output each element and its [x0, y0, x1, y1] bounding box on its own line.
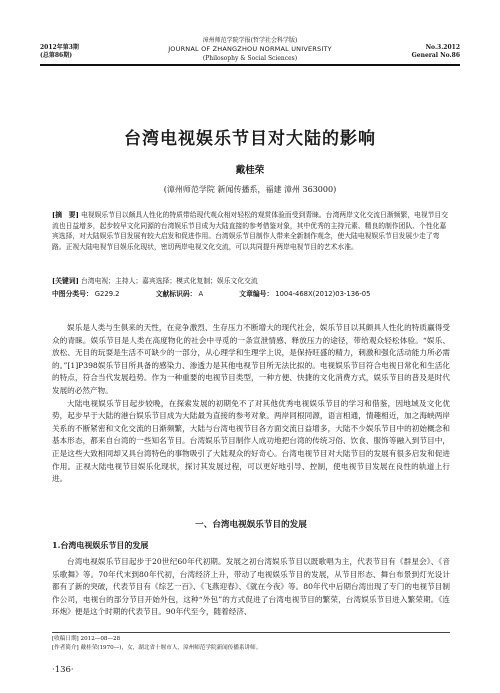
abstract: [52, 210, 450, 252]
clc-label: 中图分类号：: [52, 290, 93, 298]
journal-name-cn: 漳州师范学院学报(哲学社会科学版): [202, 37, 298, 44]
issue-number-en: No.3.2012: [425, 44, 460, 51]
keywords: [52, 276, 450, 286]
page-number: ·136·: [52, 665, 74, 675]
author-affiliation: (漳州师范学院 新闻传播系，福建 漳州 363000): [163, 185, 337, 194]
issue-total-en: General No.86: [411, 52, 460, 59]
doc-code-value: A: [198, 290, 204, 298]
footnotes: [52, 635, 450, 652]
issue-number: 2012年第3期: [40, 44, 79, 51]
issue-info-en: [412, 44, 460, 60]
article-title: 台湾电视娱乐节目对大陆的影响: [124, 129, 376, 149]
subsection-heading: 1.台湾电视娱乐节目的发展: [52, 540, 149, 550]
footnote-author: [作者简介] 戴桂荣(1970—)，女，湖北省十堰市人，漳州师范学院新闻传播系讲师。: [52, 644, 262, 651]
footnote-received: [收稿日期] 2012—08—28: [52, 636, 121, 642]
body-paragraph: 大陆电视娱乐节目起步较晚，在探索发展的初期免不了对其他优秀电视娱乐节目的学习和借鉴，因地域及文化优势，起步早于大陆的港台娱乐节目成为大陆最为直接的参考对象。两岸同根同源，语言相通，情趣相近，加之海峡两岸关系的不断紧密和文化交流的日渐频繁，大陆与台湾电视节目各方面交流日益增多，大陆不少娱乐节目中的初始概念和基本形态，都来自台湾的一些知名节目。台湾娱乐节目制作人成功地把台湾的传统习俗、饮食、服饰等融入到节目中，正是这些大致相同却又具台湾特色的事物吸引了大陆观众的好奇心。台湾电视节目对大陆节目的发展有很多启发和促进作用。正视大陆电视节目娱乐化现状，探讨其发展过程，可以更好地引导、控制，使电视节目发展在良性的轨道上行进。: [52, 398, 450, 484]
journal-subtitle: (Philosophy & Social Sciences): [202, 55, 298, 62]
footnote-divider: [52, 632, 450, 633]
section-body: [52, 556, 450, 619]
keywords-label: [关键词]: [52, 277, 79, 285]
article-id-value: 1004-468X(2012)03-136-05: [275, 290, 371, 298]
classification-line: [52, 289, 450, 299]
intro-body: [52, 322, 450, 486]
keywords-text: 台湾电视；主持人；嘉宾选择；模式化复制；娱乐文化交流: [81, 277, 258, 285]
body-paragraph: 台湾电视娱乐节目起步于20世纪60年代初期。发展之初台湾娱乐节目以既歌唱为主，代表节目有《群星会》、《音乐歌舞》等。70年代末到80年代初，台湾经济上升，带动了电视娱乐节目的发展，从节目形态、舞台布景到灯光设计都有了新的突破，代表节目有《综艺一百》、《飞燕迎春》、《就在今夜》等。80年代中后期台湾出现了专门的电视节目制作公司，电视台的部分节目开始外包，这种“外包”的方式促进了台湾电视节目的繁荣，台湾娱乐节目进入繁荣期。《连环炮》便是这个时期的代表节目。90年代至今，随着经济、: [52, 557, 450, 617]
issue-info: [40, 44, 79, 60]
article-id-label: 文章编号：: [239, 290, 274, 298]
issue-total: (总第86期): [40, 52, 73, 59]
section-heading: 一、台湾电视娱乐节目的发展: [195, 520, 307, 530]
abstract-label: [摘 要]: [52, 211, 79, 219]
doc-code-label: 文献标识码：: [155, 290, 197, 298]
body-paragraph: 娱乐是人类与生俱来的天性，在竞争激烈、生存压力不断增大的现代社会，娱乐节目以其颇具人性化的特质赢得受众的青睐。娱乐节目是人类在高度物化的社会中寻觅的一条宣泄情感、释放压力的途径，带给观众轻松体验。“娱乐、放松、无目的玩耍是生活不可缺少的一部分，从心理学和生理学上说，是保持旺盛的精力，刺激和强化活动能力所必需的。”[1]P398娱乐节目所具备的感染力、渗透力是其他电视节目所无法比拟的。电视娱乐节目符合电视日常化和生活化的特点，符合当代发展趋势。作为一种重要的电视节目类型，一种方便、快捷的文化消费方式，娱乐节目的普及是时代发展的必然产物。: [52, 323, 450, 395]
journal-name-en: JOURNAL OF ZHANGZHOU NORMAL UNIVERSITY: [168, 45, 332, 53]
clc-value: G229.2: [94, 290, 120, 298]
journal-masthead: [150, 36, 350, 63]
header-divider: [40, 64, 460, 66]
article-author: 戴桂荣: [235, 165, 265, 176]
abstract-text: 电视娱乐节目以颇具人性化的特质带给现代观众相对轻松的观赏体验而受到青睐。台湾两岸文化交流日渐频繁，电视节目交流也日益增多，起步较早文化同源的台湾娱乐节目成为大陆直接的参考借鉴对象，其中优秀的主持元素、精良的制作团队、个性化嘉宾选择，对大陆娱乐节目发展有较大启发和促进作用。台湾娱乐节目制作人带来全新制作观念，使大陆电视娱乐节目发展少走了弯路。正视大陆电视节目娱乐化现状，密切两岸电视文化交流，可以共同提升两岸电视节目的艺术水准。: [52, 211, 449, 251]
